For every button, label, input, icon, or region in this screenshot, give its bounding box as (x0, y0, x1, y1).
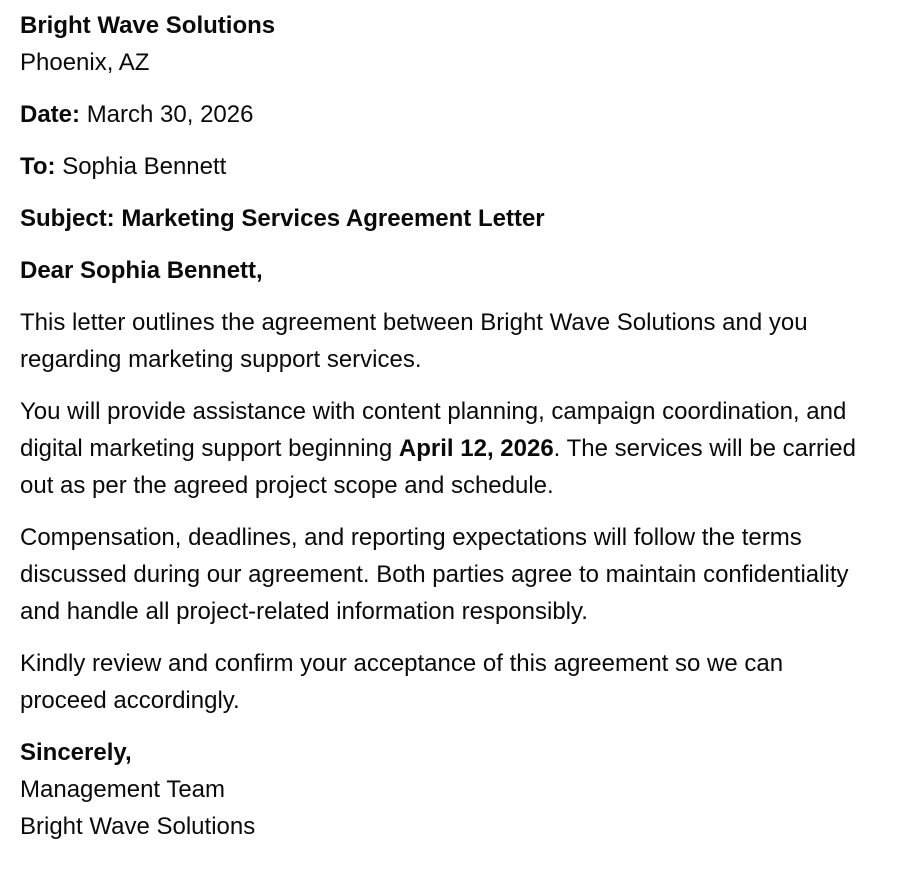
paragraph-closing-request: Kindly review and confirm your acceptance of this agreement so we can proceed accordingly. (20, 650, 784, 714)
signature-team: Management Team (20, 776, 226, 803)
paragraph-services (20, 393, 860, 504)
date-value: March 30, 2026 (86, 101, 254, 128)
signature-closing: Sincerely, (20, 739, 132, 766)
services-text-after: . The services will be carried out as per the agreed project scope and schedule. (20, 435, 857, 499)
salutation: Dear Sophia Bennett, (20, 257, 263, 284)
recipient-name: Sophia Bennett (62, 153, 227, 180)
subject-label: Subject: (20, 205, 115, 232)
signature-company: Bright Wave Solutions (20, 813, 256, 840)
date-label: Date: (20, 101, 81, 128)
sender-block (20, 7, 860, 81)
sender-location: Phoenix, AZ (20, 49, 150, 76)
subject-value: Marketing Services Agreement Letter (121, 205, 545, 232)
subject-line (20, 200, 860, 237)
recipient-label: To: (20, 153, 56, 180)
services-text-before: You will provide assistance with content planning, campaign coordination, and digital marketing support beginning (20, 398, 847, 462)
date-line (20, 96, 860, 133)
sender-company-name: Bright Wave Solutions (20, 12, 276, 39)
paragraph-intro: This letter outlines the agreement between Bright Wave Solutions and you regarding marketing support services. (20, 309, 808, 373)
service-start-date: April 12, 2026 (398, 435, 554, 462)
recipient-line (20, 148, 860, 185)
signature-block (20, 734, 860, 845)
paragraph-terms: Compensation, deadlines, and reporting expectations will follow the terms discussed during our agreement. Both parties agree to maintain confidentiality and handle all project-related information responsibly. (20, 524, 849, 625)
